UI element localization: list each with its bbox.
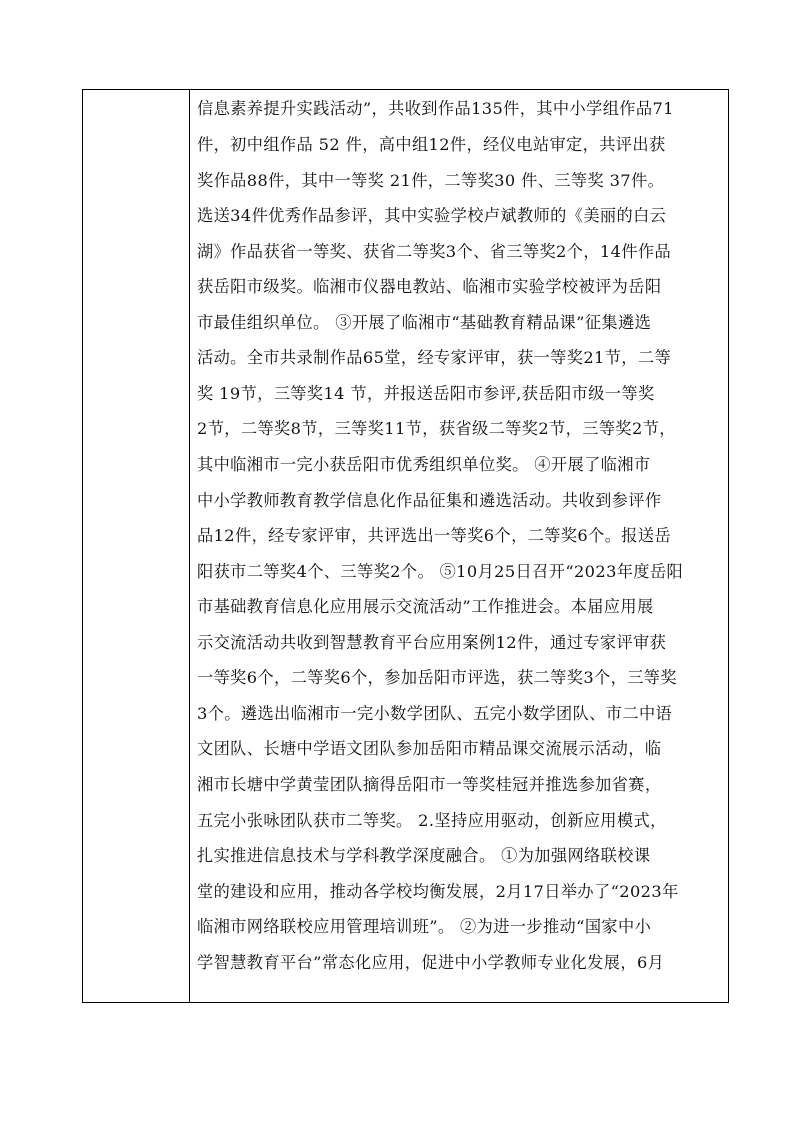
text-line: 学智慧教育平台”常态化应用，促进中小学教师专业化发展，6月 [197,953,665,972]
text-line: 中小学教师教育教学信息化作品征集和遴选活动。共收到参评作 [197,491,662,510]
text-line: 文团队、长塘中学语文团队参加岳阳市精品课交流展示活动，临 [197,739,662,758]
text-line: 临湘市网络联校应用管理培训班”。 ②为进一步推动“国家中小 [197,917,652,936]
text-line: 一等奖6个，二等奖6个，参加岳阳市评选，获二等奖3个，三等奖 [197,668,677,687]
text-line: 扎实推进信息技术与学科教学深度融合。 ①为加强网络联校课 [197,846,651,865]
text-line: 其中临湘市一完小获岳阳市优秀组织单位奖。 ④开展了临湘市 [197,455,651,474]
text-line: 活动。全市共录制作品65堂，经专家评审，获一等奖21节，二等 [197,348,672,367]
text-line: 件，初中组作品 52 件，高中组12件，经仪电站审定，共评出获 [197,135,666,154]
text-line: 3个。遴选出临湘市一完小数学团队、五完小数学团队、市二中语 [197,704,673,723]
text-line: 示交流活动共收到智慧教育平台应用案例12件，通过专家评审获 [197,633,667,652]
column-divider [189,90,190,1002]
text-line: 阳获市二等奖4个、三等奖2个。 ⑤10月25日召开“2023年度岳阳 [197,562,684,581]
text-line: 湖》作品获省一等奖、获省二等奖3个、省三等奖2个，14件作品 [197,242,672,261]
text-line: 市最佳组织单位。 ③开展了临湘市“基础教育精品课”征集遴选 [197,313,652,332]
document-table [82,89,729,1003]
text-line: 湘市长塘中学黄莹团队摘得岳阳市一等奖桂冠并推选参加省赛， [197,775,662,794]
text-line: 信息素养提升实践活动”，共收到作品135件，其中小学组作品71 [197,99,674,118]
text-line: 品12件，经专家评审，共评选出一等奖6个，二等奖6个。报送岳 [197,526,672,545]
text-line: 五完小张咏团队获市二等奖。 2.坚持应用驱动，创新应用模式， [197,811,667,830]
text-line: 2节，二等奖8节，三等奖11节，获省级二等奖2节，三等奖2节， [197,419,676,438]
text-line: 奖作品88件，其中一等奖 21件，二等奖30 件、三等奖 37件。 [197,171,665,190]
text-line: 市基础教育信息化应用展示交流活动”工作推进会。本届应用展 [197,597,654,616]
text-line: 奖 19节，三等奖14 节，并报送岳阳市参评,获岳阳市级一等奖 [197,384,655,403]
text-line: 选送34件优秀作品参评，其中实验学校卢斌教师的《美丽的白云 [197,206,667,225]
text-line: 堂的建设和应用，推动各学校均衡发展，2月17日举办了“2023年 [197,882,679,901]
text-line: 获岳阳市级奖。临湘市仪器电教站、临湘市实验学校被评为岳阳 [197,277,662,296]
